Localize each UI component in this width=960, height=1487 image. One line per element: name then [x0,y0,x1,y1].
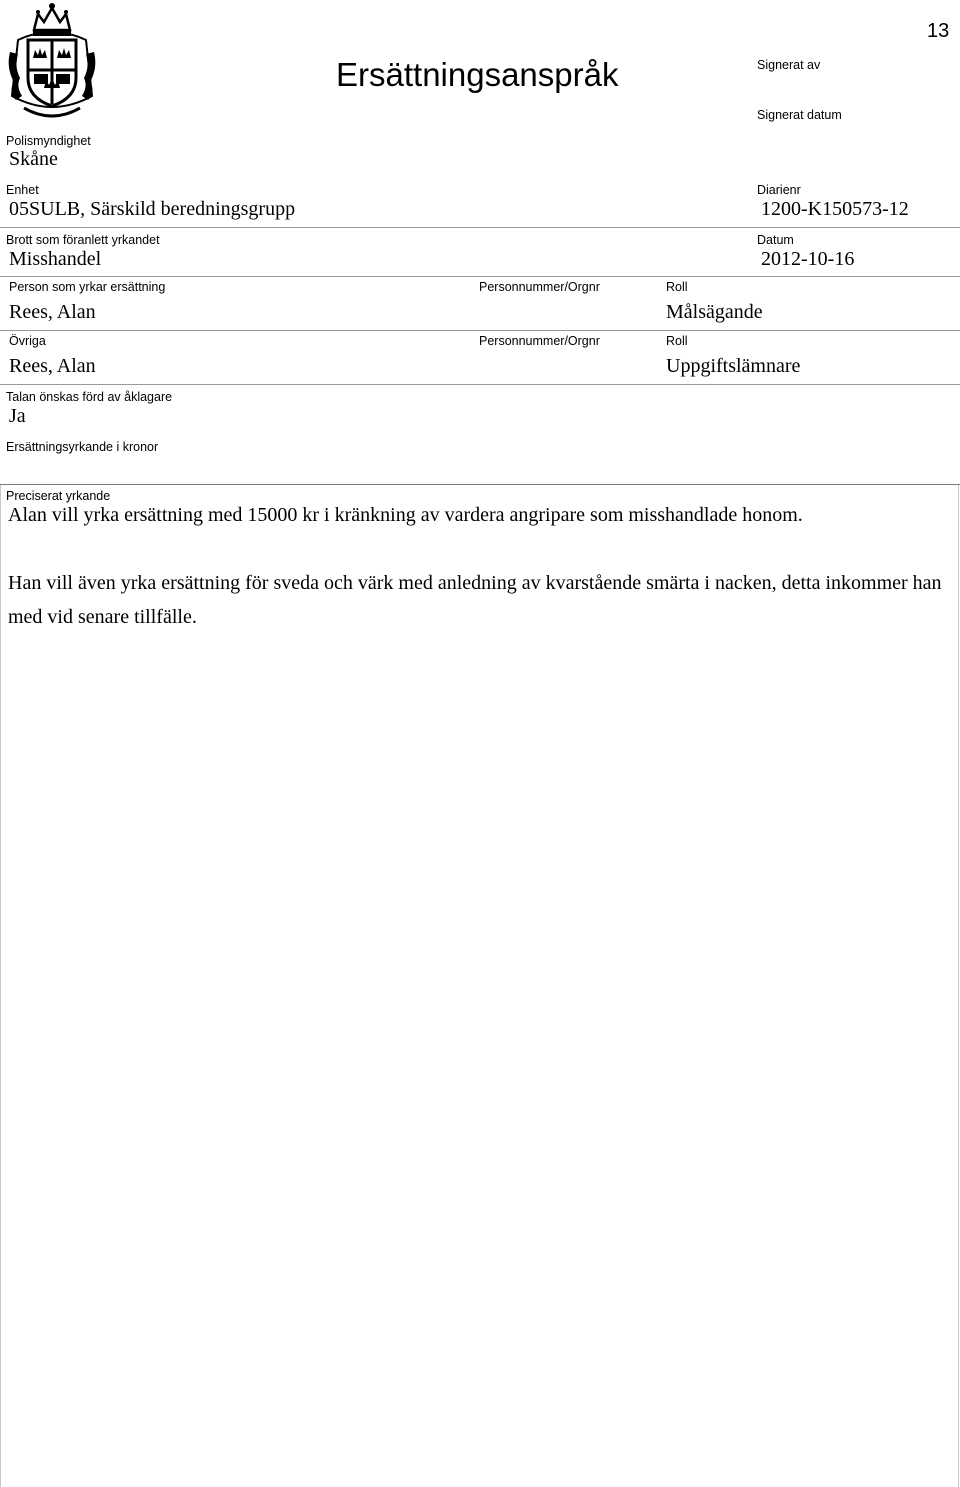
signed-date-label: Signerat datum [757,108,842,122]
claimant-role: Målsägande [666,301,763,323]
others-role: Uppgiftslämnare [666,355,801,377]
signed-by-label: Signerat av [757,58,821,72]
date-value: 2012-10-16 [761,248,855,270]
others-label: Övriga [9,334,46,348]
authority-value: Skåne [9,148,58,170]
claimant-id-label: Personnummer/Orgnr [479,280,600,294]
claimant-label: Person som yrkar ersättning [9,280,166,294]
claimant-role-label: Roll [666,280,688,294]
divider [0,384,960,385]
divider [0,276,960,277]
crime-value: Misshandel [9,248,102,270]
page-number: 13 [927,20,950,42]
unit-label: Enhet [6,183,39,197]
page-title: Ersättningsanspråk [336,56,619,93]
others-role-label: Roll [666,334,688,348]
unit-value: 05SULB, Särskild beredningsgrupp [9,198,296,220]
frame-right [958,485,959,1487]
others-id-label: Personnummer/Orgnr [479,334,600,348]
divider [0,227,960,228]
date-label: Datum [757,233,794,247]
claim-text [8,498,948,634]
claim-paragraph: Han vill även yrka ersättning för sveda och värk med anledning av kvarstående smärta i nacken, detta inkommer han med vid senare tillfälle. [8,572,942,628]
case-number-label: Diarienr [757,183,801,197]
case-number-value: 1200-K150573-12 [761,198,909,220]
others-name: Rees, Alan [9,355,96,377]
amount-label: Ersättningsyrkande i kronor [6,440,159,454]
claim-label: Preciserat yrkande [6,489,111,503]
frame-left [0,485,1,1487]
coat-of-arms-logo [4,0,100,124]
authority-label: Polismyndighet [6,134,91,148]
divider [0,330,960,331]
claim-paragraph: Alan vill yrka ersättning med 15000 kr i kränkning av vardera angripare som misshandlade honom. [8,504,803,526]
prosecutor-value: Ja [9,405,26,427]
prosecutor-label: Talan önskas förd av åklagare [6,390,173,404]
claimant-name: Rees, Alan [9,301,96,323]
divider [0,484,960,485]
crime-label: Brott som föranlett yrkandet [6,233,160,247]
